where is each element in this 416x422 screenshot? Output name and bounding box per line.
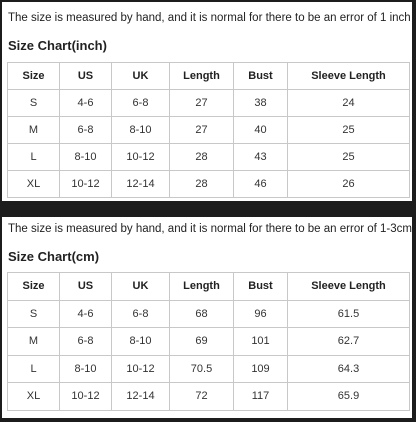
cell-us: 4-6 [60,90,112,117]
header-us: US [60,273,112,301]
cell-size: S [8,300,60,328]
header-uk: UK [112,273,170,301]
cell-sleeve-length: 62.7 [288,328,410,356]
cell-bust: 101 [234,328,288,356]
cell-us: 6-8 [60,117,112,144]
cell-length: 27 [170,117,234,144]
cell-length: 70.5 [170,355,234,383]
cell-us: 10-12 [60,171,112,198]
header-sleeve-length: Sleeve Length [288,273,410,301]
header-us: US [60,63,112,90]
cell-us: 8-10 [60,355,112,383]
cell-size: L [8,355,60,383]
cell-bust: 46 [234,171,288,198]
cell-uk: 12-14 [112,383,170,411]
cell-size: XL [8,171,60,198]
cell-sleeve-length: 26 [288,171,410,198]
cell-uk: 6-8 [112,90,170,117]
cell-size: M [8,117,60,144]
cell-length: 69 [170,328,234,356]
cell-size: L [8,144,60,171]
table-row [8,300,410,328]
header-size: Size [8,273,60,301]
table-row [8,144,410,171]
cell-bust: 40 [234,117,288,144]
table-row [8,328,410,356]
cell-sleeve-length: 61.5 [288,300,410,328]
header-uk: UK [112,63,170,90]
cell-sleeve-length: 25 [288,117,410,144]
header-bust: Bust [234,63,288,90]
header-size: Size [8,63,60,90]
cell-bust: 117 [234,383,288,411]
cell-bust: 109 [234,355,288,383]
measurement-note: The size is measured by hand, and it is normal for there to be an error of 1 inch [8,12,411,24]
cell-sleeve-length: 65.9 [288,383,410,411]
cell-uk: 10-12 [112,144,170,171]
cell-us: 10-12 [60,383,112,411]
size-table-cm [7,272,410,411]
table-header-row [8,63,410,90]
cell-uk: 8-10 [112,117,170,144]
cell-uk: 8-10 [112,328,170,356]
cell-length: 68 [170,300,234,328]
table-row [8,117,410,144]
cell-uk: 12-14 [112,171,170,198]
cell-sleeve-length: 64.3 [288,355,410,383]
header-sleeve-length: Sleeve Length [288,63,410,90]
chart-title: Size Chart(cm) [8,249,100,264]
cell-uk: 10-12 [112,355,170,383]
table-row [8,90,410,117]
chart-title: Size Chart(inch) [8,38,107,53]
cell-size: M [8,328,60,356]
cell-length: 28 [170,171,234,198]
cell-length: 28 [170,144,234,171]
table-row [8,355,410,383]
cell-us: 6-8 [60,328,112,356]
cell-length: 72 [170,383,234,411]
size-table-inch [7,62,410,198]
cell-bust: 38 [234,90,288,117]
table-row [8,171,410,198]
cell-uk: 6-8 [112,300,170,328]
size-chart-inch-panel [2,2,412,201]
table-header-row [8,273,410,301]
header-length: Length [170,63,234,90]
cell-bust: 43 [234,144,288,171]
cell-sleeve-length: 24 [288,90,410,117]
cell-sleeve-length: 25 [288,144,410,171]
cell-us: 8-10 [60,144,112,171]
cell-us: 4-6 [60,300,112,328]
cell-size: S [8,90,60,117]
measurement-note: The size is measured by hand, and it is normal for there to be an error of 1-3cm [8,223,412,235]
size-chart-cm-panel [2,217,412,418]
cell-length: 27 [170,90,234,117]
cell-size: XL [8,383,60,411]
header-length: Length [170,273,234,301]
table-row [8,383,410,411]
header-bust: Bust [234,273,288,301]
cell-bust: 96 [234,300,288,328]
